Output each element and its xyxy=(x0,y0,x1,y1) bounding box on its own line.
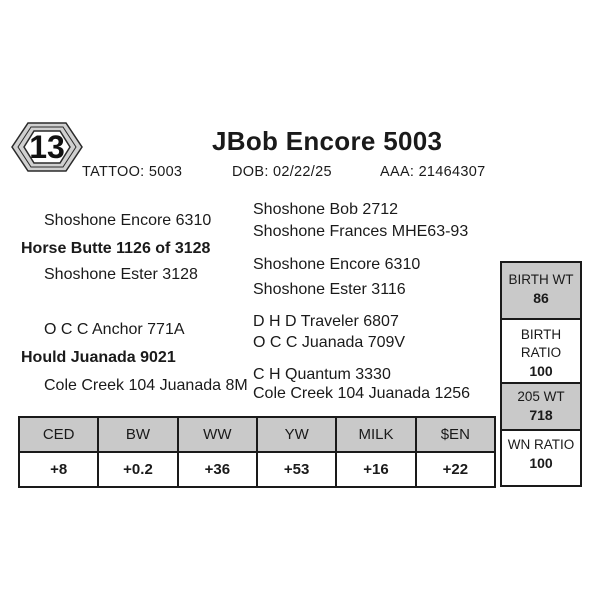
epd-value-ww: +36 xyxy=(178,452,257,487)
birth-ratio-label-1: BIRTH xyxy=(520,327,562,342)
wean-ratio-cell xyxy=(502,431,580,485)
epd-value-yw: +53 xyxy=(257,452,336,487)
epd-header-bw: BW xyxy=(98,417,177,452)
epd-header-ced: CED xyxy=(19,417,98,452)
epd-value-en: +22 xyxy=(416,452,495,487)
epd-value-row xyxy=(19,452,495,487)
epd-header-en: $EN xyxy=(416,417,495,452)
birth-weight-label: BIRTH WT xyxy=(508,272,574,287)
epd-header-milk: MILK xyxy=(336,417,415,452)
tattoo-text: TATTOO: 5003 xyxy=(82,164,183,180)
pedigree-dam-dam: Cole Creek 104 Juanada 8M xyxy=(44,377,248,394)
epd-value-ced: +8 xyxy=(19,452,98,487)
epd-header-row xyxy=(19,417,495,452)
birth-ratio-cell xyxy=(502,320,580,382)
weight-205-value: 718 xyxy=(529,407,553,423)
performance-stats-box xyxy=(500,261,582,487)
birth-ratio-value: 100 xyxy=(529,363,553,379)
epd-value-milk: +16 xyxy=(336,452,415,487)
pedigree-sire-sire-sire: Shoshone Bob 2712 xyxy=(253,201,399,218)
pedigree-sire-dam: Shoshone Ester 3128 xyxy=(44,266,198,283)
birth-weight-cell xyxy=(502,263,580,318)
pedigree-dam: Hould Juanada 9021 xyxy=(21,349,176,366)
epd-header-yw: YW xyxy=(257,417,336,452)
lot-badge xyxy=(10,121,84,173)
epd-value-bw: +0.2 xyxy=(98,452,177,487)
pedigree-dam-sire-sire: D H D Traveler 6807 xyxy=(253,313,399,330)
pedigree-sire-dam-sire: Shoshone Encore 6310 xyxy=(253,256,421,273)
pedigree-dam-sire: O C C Anchor 771A xyxy=(44,321,185,338)
wean-ratio-value: 100 xyxy=(529,455,553,471)
lot-number: 13 xyxy=(29,128,65,165)
pedigree-sire-sire-dam: Shoshone Frances MHE63-93 xyxy=(253,223,469,240)
pedigree-sire-dam-dam: Shoshone Ester 3116 xyxy=(253,281,406,298)
birth-weight-value: 86 xyxy=(533,290,549,306)
aaa-number-text: AAA: 21464307 xyxy=(380,164,486,180)
animal-name: JBob Encore 5003 xyxy=(212,126,443,156)
weight-205-cell xyxy=(502,384,580,429)
pedigree-dam-dam-sire: C H Quantum 3330 xyxy=(253,366,391,383)
pedigree-dam-dam-dam: Cole Creek 104 Juanada 1256 xyxy=(253,385,471,402)
wean-ratio-label: WN RATIO xyxy=(507,437,575,452)
weight-205-label: 205 WT xyxy=(517,389,565,404)
pedigree-sire: Horse Butte 1126 of 3128 xyxy=(21,240,211,257)
birth-ratio-label-2: RATIO xyxy=(520,345,562,360)
dob-text: DOB: 02/22/25 xyxy=(232,164,332,180)
epd-table xyxy=(18,416,496,488)
pedigree-sire-sire: Shoshone Encore 6310 xyxy=(44,212,212,229)
epd-header-ww: WW xyxy=(178,417,257,452)
pedigree-dam-sire-dam: O C C Juanada 709V xyxy=(253,334,406,351)
